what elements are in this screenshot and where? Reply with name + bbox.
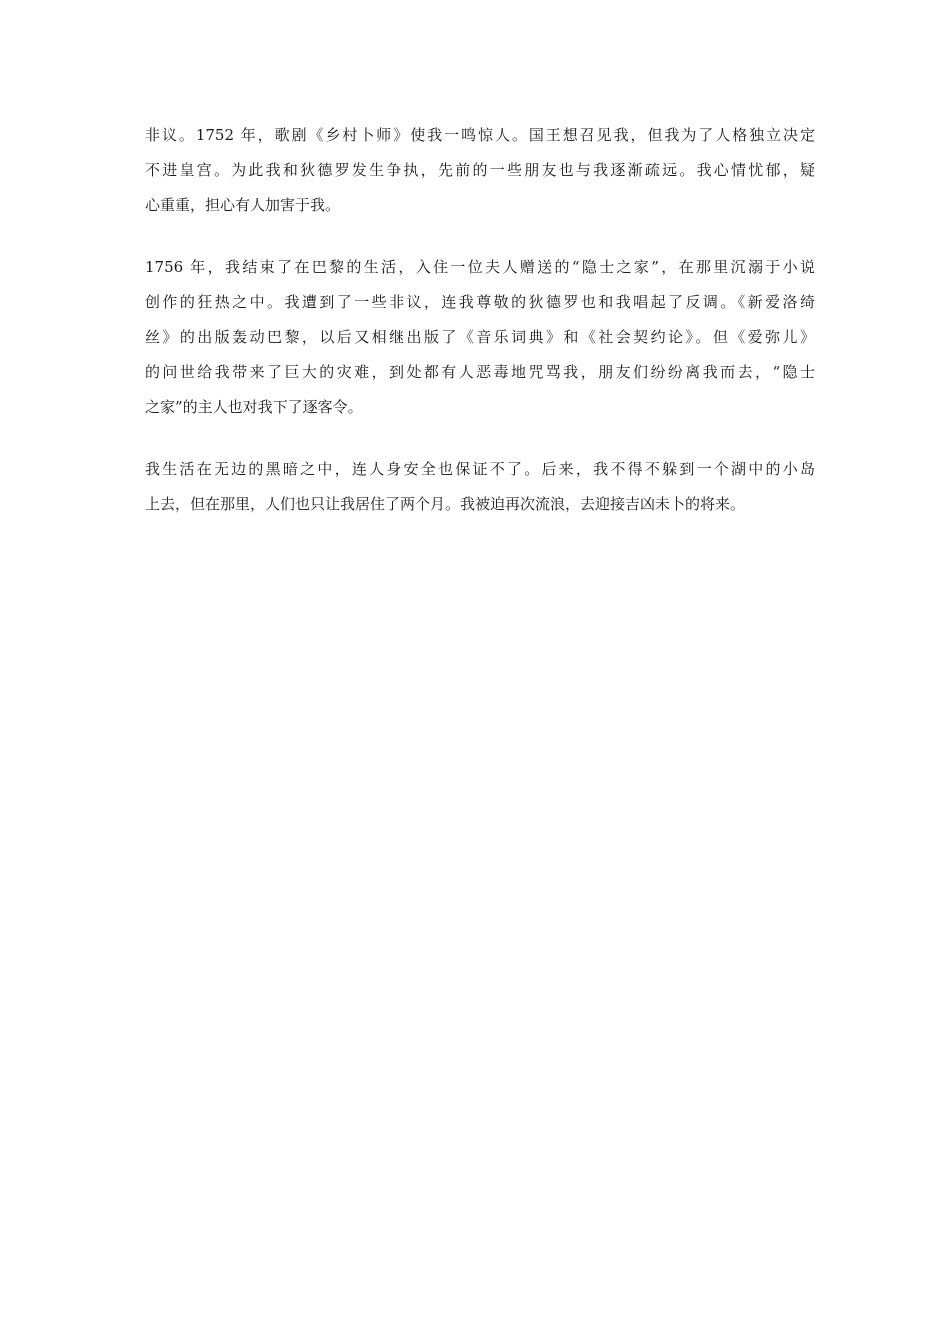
- text-line: 丝》的出版轰动巴黎，以后又相继出版了《音乐词典》和《社会契约论》。但《爱弥儿》: [145, 328, 815, 346]
- text-line: 上去，但在那里，人们也只让我居住了两个月。我被迫再次流浪，去迎接吉凶未卜的将来。: [145, 495, 746, 513]
- text-line: 非议。1752 年，歌剧《乡村卜师》使我一鸣惊人。国王想召见我，但我为了人格独立决定: [145, 126, 815, 144]
- text-line: 1756 年，我结束了在巴黎的生活，入住一位夫人赠送的“隐士之家”，在那里沉溺于小说: [145, 258, 815, 276]
- text-line: 心重重，担心有人加害于我。: [145, 196, 341, 214]
- text-line: 创作的狂热之中。我遭到了一些非议，连我尊敬的狄德罗也和我唱起了反调。《新爱洛绮: [145, 293, 815, 311]
- text-line: 不进皇宫。为此我和狄德罗发生争执，先前的一些朋友也与我逐渐疏远。我心情忧郁，疑: [145, 161, 815, 179]
- paragraph-2: [145, 250, 815, 425]
- paragraph-1: [145, 118, 815, 223]
- paragraph-3: [145, 452, 815, 522]
- text-line: 我生活在无边的黑暗之中，连人身安全也保证不了。后来，我不得不躲到一个湖中的小岛: [145, 460, 815, 478]
- text-line: 之家”的主人也对我下了逐客令。: [145, 398, 363, 416]
- text-line: 的问世给我带来了巨大的灾难，到处都有人恶毒地咒骂我，朋友们纷纷离我而去，“隐士: [145, 363, 815, 381]
- document-body: [145, 118, 815, 549]
